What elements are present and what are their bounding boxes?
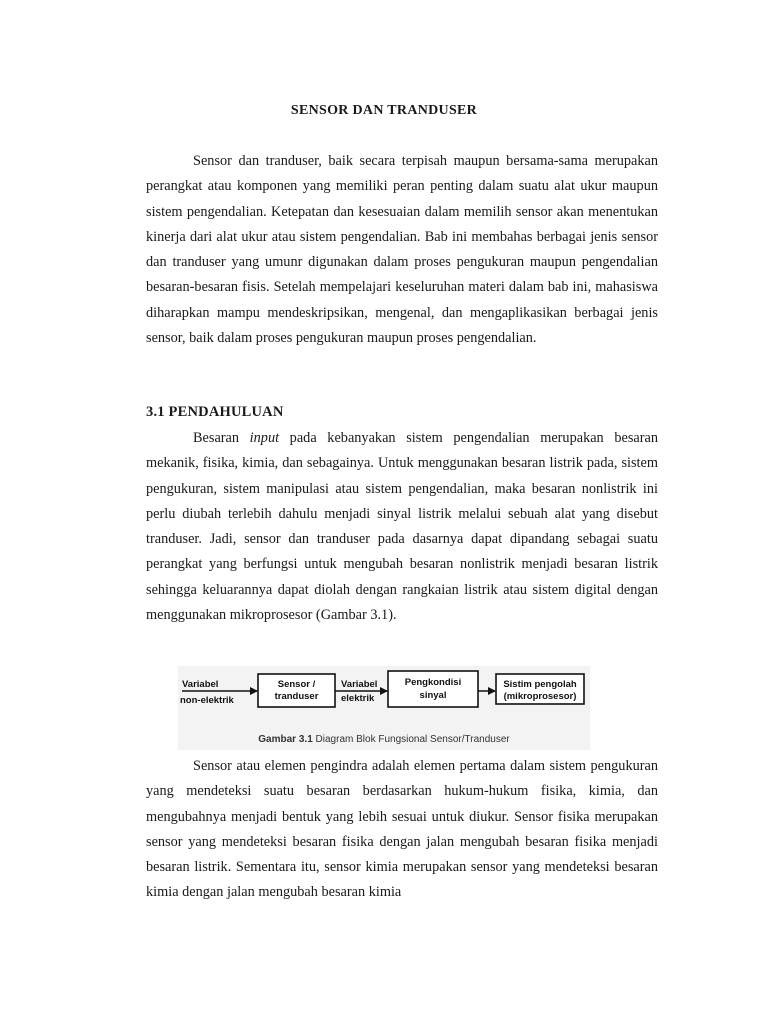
italic-term: input (249, 430, 280, 446)
paragraph-text: Besaran (193, 430, 250, 446)
section-paragraph-1 (146, 426, 658, 628)
input-label-line1: Variabel (182, 679, 219, 690)
box1-line2: tranduser (274, 691, 319, 702)
block-diagram (178, 666, 590, 736)
caption-text: Diagram Blok Fungsional Sensor/Tranduser (312, 734, 510, 745)
input-label-line2: non-elektrik (180, 695, 234, 706)
intro-paragraph: Sensor dan tranduser, baik secara terpisah maupun bersama-sama merupakan perangkat atau komponen yang memiliki peran penting dalam suatu alat ukur maupun sistem pengendalian. Ketepatan dan kesesuaian dalam memilih sensor akan menentukan kinerja dari alat ukur atau sistem pengendalian. Bab ini membahas berbagai jenis sensor dan tranduser yang umunr digunakan dalam proses pengukuran maupun pengendalian besaran-besaran fisis. Setelah mempelajari keseluruhan materi dalam bab ini, mahasiswa diharapkan mampu mendeskripsikan, mengenal, dan mengaplikasikan berbagai jenis sensor, baik dalam proses pengukuran maupun proses pengendalian. (146, 153, 658, 347)
mid-label-line1: Variabel (341, 679, 378, 690)
document-title: SENSOR DAN TRANDUSER (290, 103, 478, 118)
figure-caption (178, 734, 590, 745)
box3-line2: (mikroprosesor) (503, 691, 577, 702)
box2-line1: Pengkondisi (404, 677, 462, 688)
block-diagram-figure (178, 666, 590, 750)
caption-number: Gambar 3.1 (258, 734, 313, 745)
section-paragraph-2: Sensor atau elemen pengindra adalah elemen pertama dalam sistem pengukuran yang mendeteksi suatu besaran berdasarkan hukum-hukum fisika, kimia, dan mengubahnya menjadi bentuk yang lebih sesuai untuk diukur. Sensor fisika merupakan sensor yang mendeteksi besaran fisika dengan jalan mengubah besaran fisika menjadi besaran listrik. Sementara itu, sensor kimia merupakan sensor yang mendeteksi besaran kimia dengan jalan mengubah besaran kimia (146, 758, 658, 901)
mid-label-line2: elektrik (341, 693, 375, 704)
box1-line1: Sensor / (277, 679, 316, 690)
section-heading: 3.1 PENDAHULUAN (146, 404, 284, 420)
box3-line1: Sistim pengolah (503, 679, 577, 690)
box2-line2: sinyal (419, 690, 447, 701)
paragraph-text: pada kebanyakan sistem pengendalian merupakan besaran mekanik, fisika, kimia, dan sebagainya. Untuk menggunakan besaran listrik pada, sistem pengukuran, sistem manipulasi atau sistem pengendalian, maka besaran nonlistrik ini perlu diubah terlebih dahulu menjadi sinyal listrik melalui sebuah alat yang disebut tranduser. Jadi, sensor dan tranduser pada dasarnya dapat dipandang sebagai suatu perangkat yang berfungsi untuk mengubah besaran nonlistrik menjadi besaran listrik sehingga keluarannya dapat diolah dengan rangkaian listrik atau sistem digital dengan menggunakan mikroprosesor (Gambar 3.1). (146, 430, 658, 624)
